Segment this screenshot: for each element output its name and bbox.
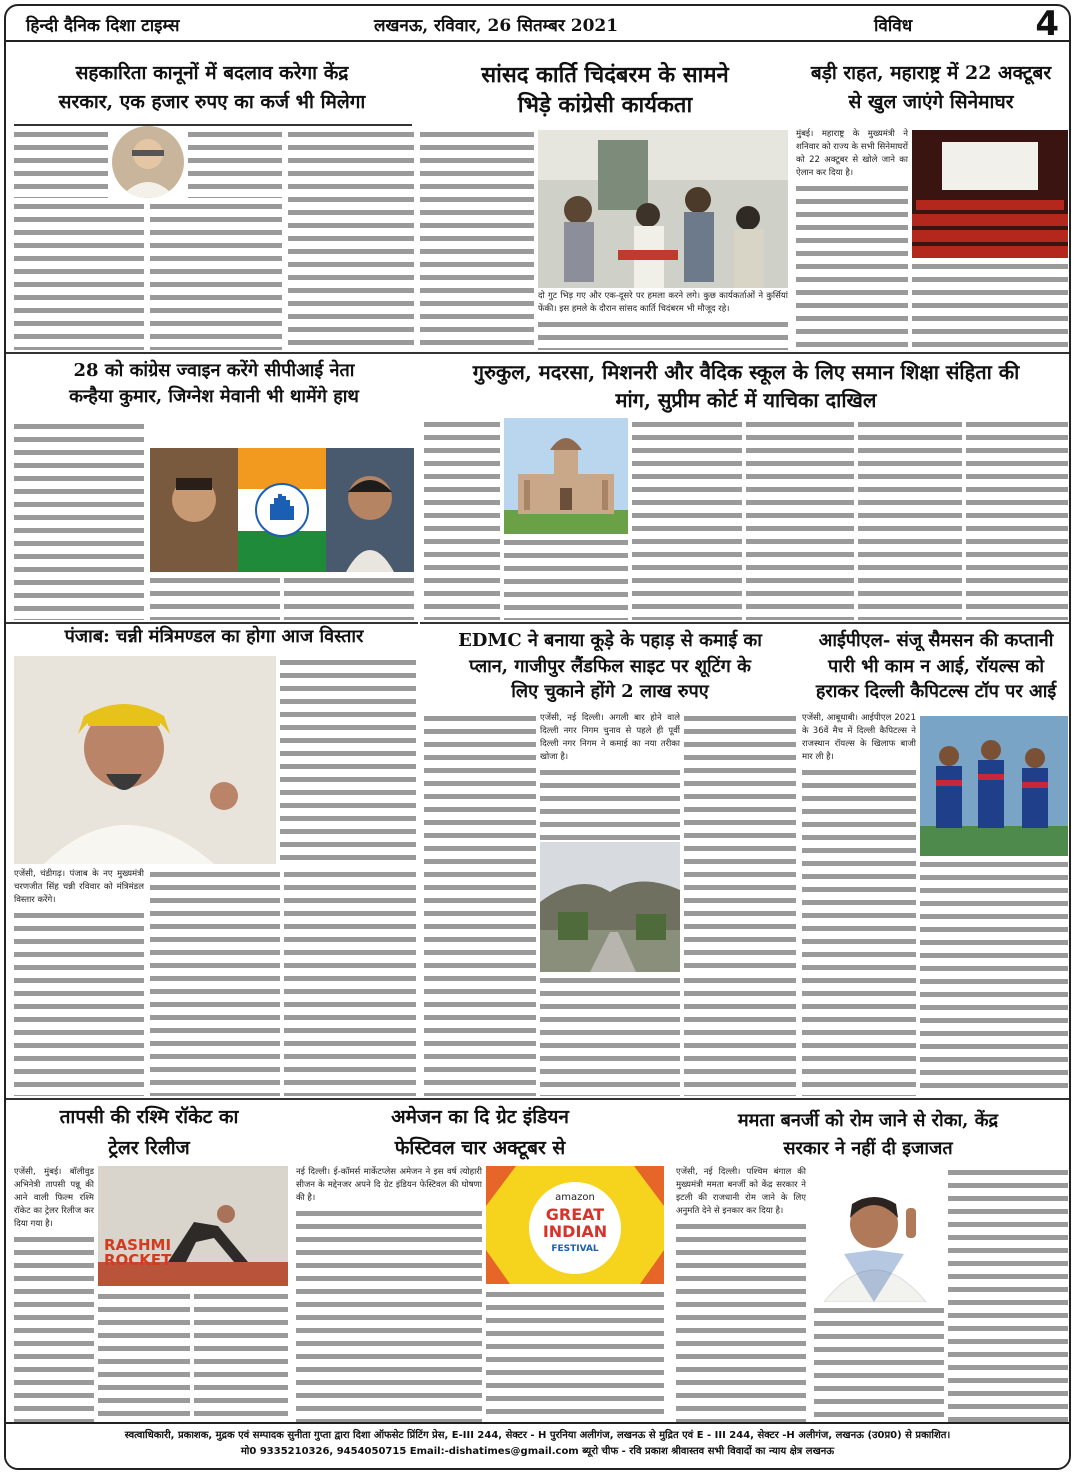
headline-punjab: पंजाब: चन्नी मंत्रिमण्डल का होगा आज विस्तार xyxy=(64,626,364,647)
headline-taapsee: तापसी की रश्मि रॉकेट का ट्रेलर रिलीज xyxy=(59,1106,239,1159)
amazon-festival-logo xyxy=(486,1166,664,1284)
column-text xyxy=(540,974,680,1096)
column-text xyxy=(486,1288,664,1422)
section-name: विविध xyxy=(874,16,913,36)
column-text xyxy=(424,712,536,1096)
column-text: एजेंसी, नई दिल्ली। अगली बार होने वाले दिल्ली नगर निगम चुनाव से पहले ही पूर्वी दिल्ली नगर निगम ने कमाई का नया तरीका खोजा है। xyxy=(540,712,680,840)
column-text xyxy=(504,536,628,620)
column-text xyxy=(98,1290,190,1422)
column-text xyxy=(684,712,796,970)
photo-charanjit-channi xyxy=(14,656,276,864)
newspaper-page xyxy=(4,4,1071,1470)
column-text xyxy=(948,1166,1068,1422)
column-text xyxy=(858,418,962,620)
photo-mamata-banerjee xyxy=(814,1174,944,1302)
column-text xyxy=(684,974,796,1096)
photo-congress-scuffle xyxy=(538,130,788,288)
photo-ghazipur-landfill xyxy=(540,842,680,972)
column-text xyxy=(920,858,1068,1096)
column-text xyxy=(280,656,416,864)
divider xyxy=(6,1098,1071,1100)
column-text xyxy=(14,200,144,350)
column-text xyxy=(188,128,282,198)
column-text: एजेंसी, चंडीगढ़। पंजाब के नए मुख्यमंत्री चरणजीत सिंह चन्नी रविवार को मंत्रिमंडल विस्तार करेंगे। xyxy=(14,868,144,1096)
column-text: एजेंसी, आबूधाबी। आईपीएल 2021 के 36वें मैच में दिल्ली कैपिटल्स ने राजस्थान रॉयल्स के खिलाफ बाजी मार ली है। xyxy=(802,712,916,1096)
column-text: एजेंसी, मुंबई। बॉलीवुड अभिनेत्री तापसी पन्नू की आने वाली फिल्म रश्मि रॉकेट का ट्रेलर रिलीज कर दिया गया है। xyxy=(14,1166,94,1422)
headline-chidambaram: सांसद कार्ति चिदंबरम के सामने भिड़े कांग्रेसी कार्यकता xyxy=(481,62,729,119)
headline-cooperative: सहकारिता कानूनों में बदलाव करेगा केंद्र सरकार, एक हजार रुपए का कर्ज भी मिलेगा xyxy=(58,62,366,113)
photo-leaders-congress-logo xyxy=(150,448,414,572)
festival-subtitle: FESTIVAL xyxy=(551,1244,599,1254)
column-text xyxy=(746,418,854,620)
photo-rashmi-rocket xyxy=(98,1166,288,1286)
divider xyxy=(420,622,1071,624)
masthead xyxy=(6,6,1069,42)
article-excerpt: दो गुट भिड़ गए और एक-दूसरे पर हमला करने लगे। कुछ कार्यकर्ताओं ने कुर्सियां फेंकी। इस हमले के दौरान सांसद कार्ति चिदंबरम भी मौजूद रहे। xyxy=(538,290,788,350)
divider xyxy=(6,352,1071,354)
imprint-footer xyxy=(6,1422,1069,1468)
column-text xyxy=(288,128,414,350)
column-text: एजेंसी, नई दिल्ली। पश्चिम बंगाल की मुख्यमंत्री ममता बनर्जी को केंद्र सरकार ने इटली की राजधानी रोम जाने के लिए अनुमति देने से इनकार कर दिया है। xyxy=(676,1166,806,1422)
column-text xyxy=(150,574,280,620)
column-text xyxy=(420,128,534,350)
contact-line: मो0 9335210326, 9454050715 Email:-dishatimes@gmail.com ब्यूरो चीफ - रवि प्रकाश श्रीवास्तव सभी विवादों का न्याय क्षेत्र लखनऊ xyxy=(240,1446,835,1457)
paper-name: हिन्दी दैनिक दिशा टाइम्स xyxy=(26,16,180,36)
column-text xyxy=(14,128,108,198)
amazon-brand: amazon xyxy=(555,1192,595,1203)
photo-supreme-court xyxy=(504,418,628,534)
headline-ipl: आईपीएल- संजू सैमसन की कप्तानी पारी भी काम न आई, रॉयल्स को हराकर दिल्ली कैपिटल्स टॉप पर आई xyxy=(815,630,1057,703)
photo-minister xyxy=(112,126,184,198)
headline-education: गुरुकुल, मदरसा, मिशनरी और वैदिक स्कूल के लिए समान शिक्षा संहिता की मांग, सुप्रीम कोर्ट में याचिका दाखिल xyxy=(472,360,1020,412)
divider xyxy=(14,124,412,126)
page-number: 4 xyxy=(1035,4,1059,44)
headline-mamata: ममता बनर्जी को रोम जाने से रोका, केंद्र सरकार ने नहीं दी इजाजत xyxy=(737,1110,999,1159)
column-text xyxy=(814,1304,944,1422)
column-text xyxy=(284,574,414,620)
imprint-line: स्वत्वाधिकारी, प्रकाशक, मुद्रक एवं सम्पादक सुनीता गुप्ता द्वारा दिशा ऑफसेट प्रिंटिंग प्रेस, E-III 244, सेक्टर - H पुरनिया अलीगंज, लखनऊ से मुद्रित एवं E - III 244, सेक्टर -H अलीगंज, लखनऊ (उ0प्र0) से प्रकाशित। xyxy=(124,1430,951,1441)
headline-kanhaiya: 28 को कांग्रेस ज्वाइन करेंगे सीपीआई नेता कन्हैया कुमार, जिग्नेश मेवानी भी थामेंगे हाथ xyxy=(69,360,359,407)
dateline: लखनऊ, रविवार, 26 सितम्बर 2021 xyxy=(374,16,619,36)
headline-amazon: अमेजन का दि ग्रेट इंडियन फेस्टिवल चार अक्टूबर से xyxy=(391,1106,569,1159)
column-text xyxy=(150,200,282,350)
image-caption: RASHMI ROCKET xyxy=(104,1236,172,1269)
column-text xyxy=(284,868,416,1096)
column-text xyxy=(150,868,280,1096)
headline-cinema: बड़ी राहत, महाराष्ट्र में 22 अक्टूबर से खुल जाएंगे सिनेमाघर xyxy=(810,62,1052,113)
column-text xyxy=(912,260,1068,350)
divider xyxy=(6,622,418,624)
column-text: नई दिल्ली। ई-कॉमर्स मार्केटप्लेस अमेजन ने इस वर्ष त्योहारी सीजन के मद्देनजर अपने दि ग्रेट इंडियन फेस्टिवल की घोषणा की है। xyxy=(296,1166,482,1422)
column-text xyxy=(14,420,144,620)
photo-delhi-capitals xyxy=(920,716,1068,856)
festival-title: GREAT INDIAN xyxy=(542,1205,608,1241)
column-text: मुंबई। महाराष्ट्र के मुख्यमंत्री ने शनिवार को राज्य के सभी सिनेमाघरों को 22 अक्टूबर से खोले जाने का ऐलान कर दिया है। xyxy=(796,128,908,350)
headline-edmc: EDMC ने बनाया कूड़े के पहाड़ से कमाई का प्लान, गाजीपुर लैंडफिल साइट पर शूटिंग के लिए चुकाने होंगे 2 लाख रुपए xyxy=(458,630,762,703)
column-text xyxy=(194,1290,288,1422)
photo-cinema-hall xyxy=(912,130,1068,258)
column-text xyxy=(966,418,1068,620)
column-text xyxy=(424,418,500,620)
column-text xyxy=(632,418,742,620)
